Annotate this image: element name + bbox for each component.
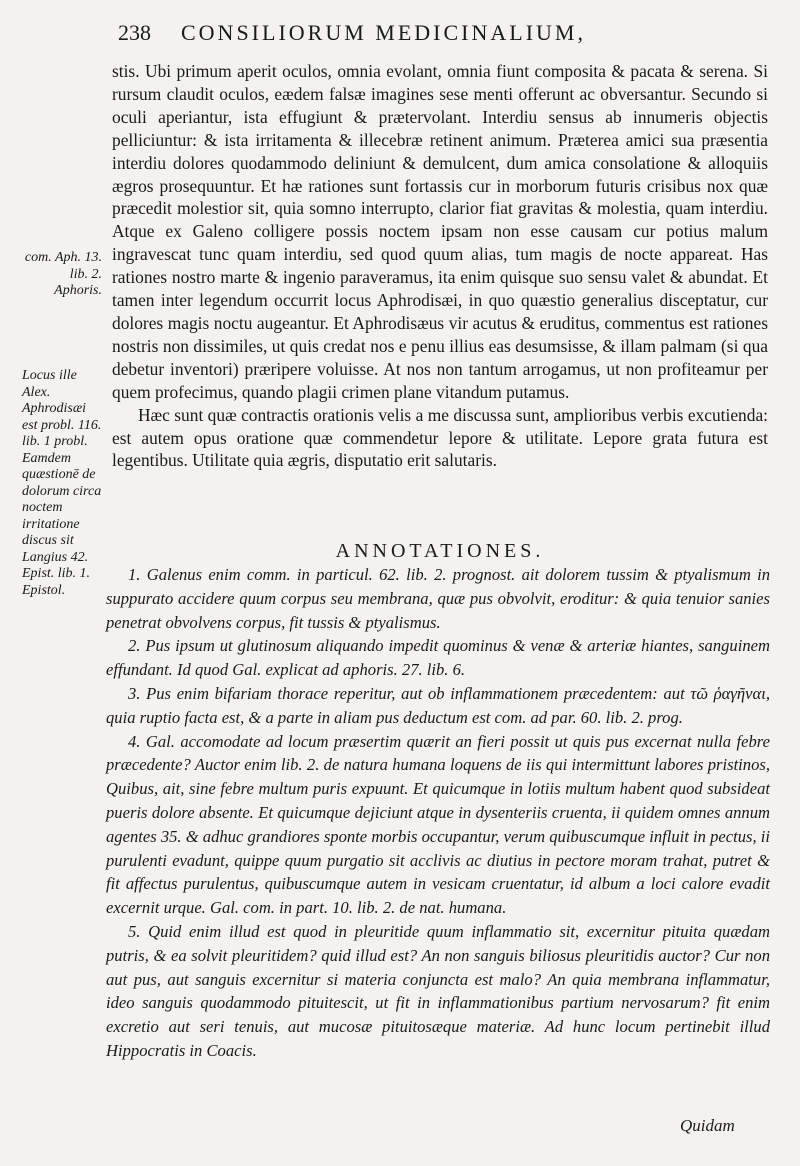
annotation-item: 4. Gal. accomodate ad locum præsertim quærit an fieri possit ut quis pus excernat nulla febre præcedente? Auctor enim lib. 2. de natura humana loquens de iis qui intermittunt labores pristinos, Quibus, ait, sine febre multum puris expuunt. Et quicumque in lotiis multum habent quod subsideat pueris dolore absente. Et quicumque dejiciunt atque in dysenteriis cruenta, ii quidem omnes annum agentes 35. & adhuc grandiores sponte morbis occupantur, verum quibuscumque influit in pectus, ii purulenti evadunt, quippe quum purgatio sit acclivis ac diutius in pectore moram trahat, putret & fit affectus purulentus, quibuscumque autem in vesicam cruentatur, id album a loci calore evadit excernit urque. Gal. com. in part. 10. lib. 2. de nat. humana.: [106, 731, 770, 918]
margin-note-aphorisms: com. Aph. 13. lib. 2. Aphoris.: [24, 250, 102, 298]
annotationes-heading: ANNOTATIONES.: [335, 540, 545, 562]
body-paragraph: Hæc sunt quæ contractis orationis velis a me discussa sunt, amplioribus verbis excutienda: est autem opus oratione quæ commendetur lepore & utilitate. Lepore grata futura est legentibus. Utilitate quia ægris, disputatio erit salutaris.: [112, 404, 768, 471]
annotationes-list: [106, 563, 770, 1063]
annotation-item: 3. Pus enim bifariam thorace reperitur, aut ob inflammationem præcedentem: aut τῶ ῥαγῆναι, quia ruptio facta est, & a parte in aliam pus deductum est com. ad par. 60. lib. 2. prog.: [106, 683, 770, 727]
page-number: 238: [118, 20, 151, 45]
annotation-item: 2. Pus ipsum ut glutinosum aliquando impedit quominus & venæ & arteriæ hiantes, sanguinem effundant. Id quod Gal. explicat ad aphoris. 27. lib. 6.: [106, 636, 770, 680]
annotation-item: 5. Quid enim illud est quod in pleuritide quum inflammatio sit, excernitur pituita quædam putris, & ea solvit pleuritidem? quid illud est? An non sanguis biliosus pleuritidis auctor? Cur non aut pus, aut sanguis excernitur si materia conjuncta est malo? An quia membrana inflammatur, ideo sanguis quodammodo pituitescit, ut fit in inflammationibus partium nervosarum? fit enim excretio aut seri tenuis, aut mucosæ pituitosæque materiæ. Ad hunc locum pertinebit illud Hippocratis in Coacis.: [106, 921, 770, 1060]
annotation-item: 1. Galenus enim comm. in particul. 62. lib. 2. prognost. ait dolorem tussim & ptyalismum in suppurato accidere quum corpus seu membrana, quæ pus obvolvit, eroditur: & quia tenuior sanies penetrat obvolvens corpus, fit tussis & ptyalismus.: [106, 565, 770, 632]
main-text: [112, 60, 768, 472]
margin-note-aphrodisaeus: Locus ille Alex. Aphrodisæi est probl. 116. lib. 1 probl. Eamdem quæstionē de dolorum circa noctem irritatione discus sit Langius 42. Epist. lib. 1. Epistol.: [22, 368, 102, 598]
page-header: [118, 20, 678, 46]
body-paragraph: stis. Ubi primum aperit oculos, omnia evolant, omnia fiunt composita & pacata & serena. Si rursum claudit oculos, eædem falsæ imagines sese menti offerunt ac obversantur. Secundo si oculi aperiantur, ista effugiunt & prætervolant. Interdiu sensus ab innumeris objectis pelliciuntur: & ista irritamenta & illecebræ retinent animum. Præterea amici sua præsentia interdiu dolores quodammodo deliniunt & demulcent, dum amica consolatione & alloquiis ægros prosequuntur. Et hæ rationes sunt fortassis cur in morborum futuris crisibus nox quæ præcedit molestior sit, quia somno interrupto, clarior fiat gravitas & molestia, quam interdiu. Atque ex Galeno colligere possis noctem ipsam non esse causam cur potius malum ingravescat tunc quam interdiu, sed quod quum alias, tum magis de nocte appareat. Has rationes nostro marte & ingenio paraveramus, ita enim quisque suo sensu valet & abundat. Et tamen inter legendum occurrit locus Aphrodisæi, in quo quæstio generalius disceptatur, cur dolores magis noctu augeantur. Et Aphrodisæus vir acutus & eruditus, commentus est rationes nostris non dissimiles, ut quis credat nos e penu illius eas desumsisse, & illam palmam (si qua debetur inventori) præripere voluisse. At nos non tantum arrogamus, ut non profiteamur per quem profecimus, quando plagii crimen plane vitandum putamus.: [112, 61, 768, 402]
running-title: CONSILIORUM MEDICINALIUM,: [181, 20, 586, 45]
catchword: Quidam: [680, 1116, 735, 1135]
